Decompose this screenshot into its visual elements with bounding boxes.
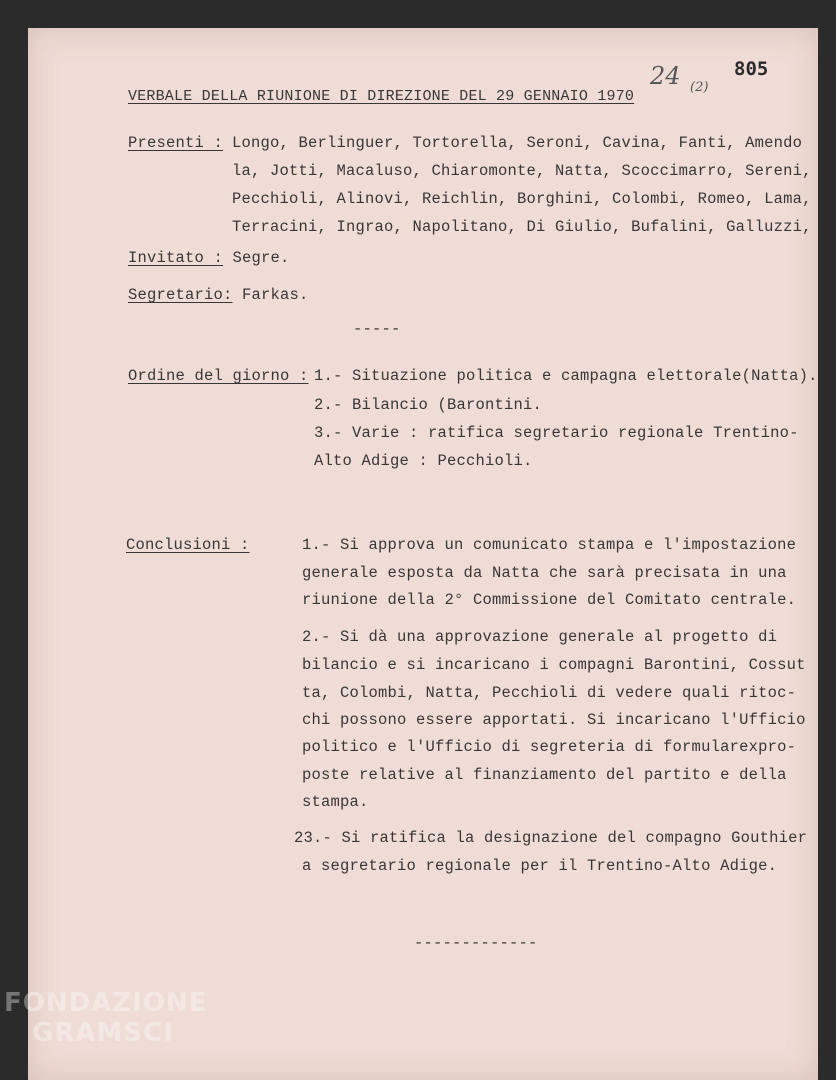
segretario-value: Farkas. <box>242 286 309 304</box>
ordine-item: 2.- Bilancio (Barontini. <box>314 396 543 414</box>
conclusioni-line: politico e l'Ufficio di segreteria di formularexpro- <box>302 738 797 756</box>
ordine-item: Alto Adige : Pecchioli. <box>314 452 533 470</box>
handwritten-archive-sub: (2) <box>690 80 709 95</box>
ordine-label-text: Ordine del giorno : <box>128 367 309 385</box>
conclusioni-line: 2.- Si dà una approvazione generale al progetto di <box>302 628 778 646</box>
presenti-label-text: Presenti : <box>128 134 224 152</box>
presenti-line: Pecchioli, Alinovi, Reichlin, Borghini, Colombi, Romeo, Lama, <box>232 190 812 208</box>
segretario-row <box>128 286 309 304</box>
conclusioni-label <box>126 536 250 554</box>
document-title: VERBALE DELLA RIUNIONE DI DIREZIONE DEL 29 GENNAIO 1970 <box>128 88 635 105</box>
conclusioni-line: riunione della 2° Commissione del Comitato centrale. <box>302 591 797 609</box>
invitato-label: Invitato : <box>128 249 224 267</box>
conclusioni-line: generale esposta da Natta che sarà precisata in una <box>302 564 787 582</box>
presenti-line: Terracini, Ingrao, Napolitano, Di Giulio, Bufalini, Galluzzi, <box>232 218 812 236</box>
conclusioni-line: ta, Colombi, Natta, Pecchioli di vedere quali ritoc- <box>302 684 797 702</box>
separator: ----- <box>353 320 401 338</box>
presenti-line: la, Jotti, Macaluso, Chiaromonte, Natta, Scoccimarro, Sereni, <box>232 162 812 180</box>
watermark-logo <box>4 988 207 1048</box>
conclusioni-line: stampa. <box>302 793 369 811</box>
conclusioni-line: 1.- Si approva un comunicato stampa e l'impostazione <box>302 536 797 554</box>
conclusioni-line: chi possono essere apportati. Si incaricano l'Ufficio <box>302 711 806 729</box>
conclusioni-line: 23.- Si ratifica la designazione del compagno Gouthier <box>294 829 808 847</box>
conclusioni-label-text: Conclusioni : <box>126 536 250 554</box>
segretario-label: Segretario: <box>128 286 233 304</box>
presenti-label <box>128 134 223 152</box>
invitato-value: Segre. <box>232 249 290 267</box>
ordine-item: 1.- Situazione politica e campagna elettorale(Natta). <box>314 367 818 385</box>
watermark-line1: FONDAZIONE <box>4 988 208 1018</box>
ordine-item: 3.- Varie : ratifica segretario regionale Trentino- <box>314 424 799 442</box>
end-separator: ------------- <box>414 934 538 952</box>
document-page <box>28 28 818 1080</box>
conclusioni-line: bilancio e si incaricano i compagni Barontini, Cossut <box>302 656 806 674</box>
page-number: 805 <box>734 58 769 80</box>
ordine-label <box>128 367 309 385</box>
handwritten-archive-mark: 24 <box>650 62 681 90</box>
conclusioni-line: a segretario regionale per il Trentino-Alto Adige. <box>302 857 778 875</box>
presenti-line: Longo, Berlinguer, Tortorella, Seroni, Cavina, Fanti, Amendo <box>232 134 803 152</box>
conclusioni-line: poste relative al finanziamento del partito e della <box>302 766 787 784</box>
invitato-row <box>128 249 290 267</box>
watermark-line2: GRAMSCI <box>32 1018 174 1048</box>
